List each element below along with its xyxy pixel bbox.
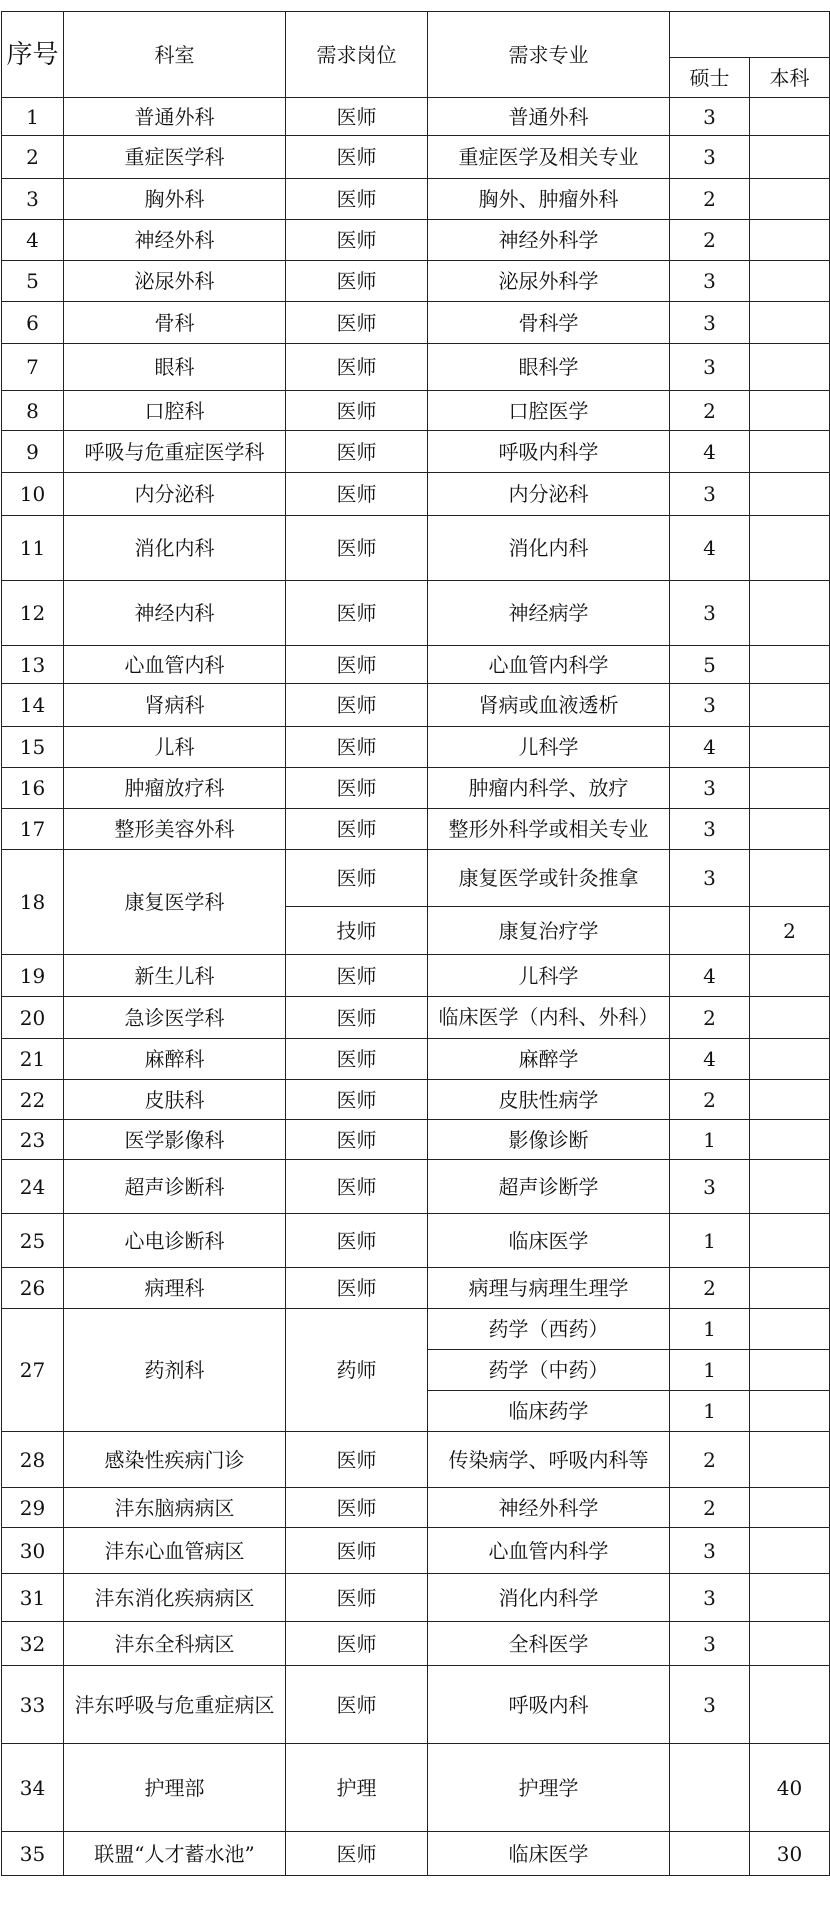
- master-count-cell: 3: [670, 136, 750, 179]
- position-cell: 医师: [286, 646, 428, 684]
- master-count-cell: 3: [670, 261, 750, 302]
- row-number: 21: [2, 1039, 64, 1080]
- department-cell: 肾病科: [64, 684, 286, 727]
- major-cell: 儿科学: [428, 955, 670, 997]
- position-cell: 医师: [286, 684, 428, 727]
- row-number: 12: [2, 581, 64, 646]
- major-cell: [428, 997, 670, 1039]
- major-cell: 康复治疗学: [428, 907, 670, 955]
- position-cell: 医师: [286, 391, 428, 431]
- department-cell: 沣东心血管病区: [64, 1528, 286, 1574]
- major-cell: 泌尿外科学: [428, 261, 670, 302]
- major-cell: 皮肤性病学: [428, 1080, 670, 1120]
- table-row: [2, 98, 830, 136]
- bachelor-count-cell: [750, 1160, 830, 1214]
- master-count-cell: 3: [670, 302, 750, 344]
- major-cell: 内分泌科: [428, 473, 670, 516]
- major-cell: 骨科学: [428, 302, 670, 344]
- department-cell: 超声诊断科: [64, 1160, 286, 1214]
- master-count-cell: 2: [670, 1432, 750, 1488]
- row-number: 25: [2, 1214, 64, 1268]
- department-cell: 泌尿外科: [64, 261, 286, 302]
- table-row: [2, 1528, 830, 1574]
- row-number: 35: [2, 1832, 64, 1876]
- position-cell: 医师: [286, 136, 428, 179]
- table-row: [2, 684, 830, 727]
- bachelor-count-cell: [750, 684, 830, 727]
- department-cell: 呼吸与危重症医学科: [64, 431, 286, 473]
- row-number: 19: [2, 955, 64, 997]
- department-cell: 联盟“人才蓄水池”: [64, 1832, 286, 1876]
- department-cell: 沣东呼吸与危重症病区: [64, 1666, 286, 1744]
- major-cell: 消化内科: [428, 516, 670, 581]
- position-cell: 医师: [286, 955, 428, 997]
- major-cell: 消化内科学: [428, 1574, 670, 1622]
- major-cell: 整形外科学或相关专业: [428, 809, 670, 850]
- department-cell: 口腔科: [64, 391, 286, 431]
- row-number: 23: [2, 1120, 64, 1160]
- row-number: 6: [2, 302, 64, 344]
- position-cell: 医师: [286, 1214, 428, 1268]
- major-cell: 胸外、肿瘤外科: [428, 179, 670, 220]
- table-row: [2, 1214, 830, 1268]
- master-count-cell: [670, 1744, 750, 1832]
- table-row: [2, 1160, 830, 1214]
- major-cell: 全科医学: [428, 1622, 670, 1666]
- master-count-cell: 2: [670, 220, 750, 261]
- master-count-cell: 2: [670, 179, 750, 220]
- bachelor-count-cell: [750, 1528, 830, 1574]
- department-cell: 神经外科: [64, 220, 286, 261]
- row-number: 15: [2, 727, 64, 768]
- major-cell: 超声诊断学: [428, 1160, 670, 1214]
- bachelor-count-cell: [750, 1350, 830, 1391]
- row-number: 17: [2, 809, 64, 850]
- header-count-group: [670, 12, 830, 58]
- master-count-cell: 2: [670, 1268, 750, 1309]
- major-cell: 神经外科学: [428, 220, 670, 261]
- master-count-cell: 3: [670, 684, 750, 727]
- bachelor-count-cell: [750, 179, 830, 220]
- bachelor-count-cell: [750, 1080, 830, 1120]
- major-cell: 护理学: [428, 1744, 670, 1832]
- department-cell: 胸外科: [64, 179, 286, 220]
- department-cell: 沣东全科病区: [64, 1622, 286, 1666]
- major-cell: 药学（中药）: [428, 1350, 670, 1391]
- position-cell: 药师: [286, 1309, 428, 1432]
- department-cell: 急诊医学科: [64, 997, 286, 1039]
- major-cell: 儿科学: [428, 727, 670, 768]
- master-count-cell: 1: [670, 1214, 750, 1268]
- major-cell: 肾病或血液透析: [428, 684, 670, 727]
- major-cell: 临床医学: [428, 1214, 670, 1268]
- position-cell: 医师: [286, 1432, 428, 1488]
- master-count-cell: 1: [670, 1309, 750, 1350]
- row-number: 10: [2, 473, 64, 516]
- position-cell: 医师: [286, 1120, 428, 1160]
- position-cell: 医师: [286, 344, 428, 391]
- table-row: [2, 391, 830, 431]
- row-number: 24: [2, 1160, 64, 1214]
- master-count-cell: 3: [670, 1666, 750, 1744]
- bachelor-count-cell: 2: [750, 907, 830, 955]
- row-number: 32: [2, 1622, 64, 1666]
- bachelor-count-cell: [750, 1391, 830, 1432]
- major-cell: 康复医学或针灸推拿: [428, 850, 670, 907]
- row-number: 3: [2, 179, 64, 220]
- department-cell: 药剂科: [64, 1309, 286, 1432]
- major-cell: 神经外科学: [428, 1488, 670, 1528]
- major-cell: 重症医学及相关专业: [428, 136, 670, 179]
- table-row: [2, 727, 830, 768]
- table-row: [2, 136, 830, 179]
- position-cell: 护理: [286, 1744, 428, 1832]
- position-cell: 医师: [286, 581, 428, 646]
- master-count-cell: 4: [670, 1039, 750, 1080]
- position-cell: 医师: [286, 1528, 428, 1574]
- table-row: [2, 1268, 830, 1309]
- department-cell: 消化内科: [64, 516, 286, 581]
- major-cell: 影像诊断: [428, 1120, 670, 1160]
- department-cell: 皮肤科: [64, 1080, 286, 1120]
- master-count-cell: [670, 907, 750, 955]
- row-number: 9: [2, 431, 64, 473]
- position-cell: 技师: [286, 907, 428, 955]
- department-cell: 肿瘤放疗科: [64, 768, 286, 809]
- header-bachelor: 本科: [750, 58, 830, 98]
- bachelor-count-cell: [750, 261, 830, 302]
- table-row: [2, 344, 830, 391]
- master-count-cell: 3: [670, 809, 750, 850]
- position-cell: 医师: [286, 473, 428, 516]
- master-count-cell: 3: [670, 1622, 750, 1666]
- bachelor-count-cell: [750, 581, 830, 646]
- major-cell: 呼吸内科: [428, 1666, 670, 1744]
- table-row: [2, 955, 830, 997]
- major-cell: 眼科学: [428, 344, 670, 391]
- row-number: 5: [2, 261, 64, 302]
- bachelor-count-cell: [750, 1120, 830, 1160]
- major-cell: 临床药学: [428, 1391, 670, 1432]
- row-number: 2: [2, 136, 64, 179]
- position-cell: 医师: [286, 302, 428, 344]
- master-count-cell: [670, 1832, 750, 1876]
- bachelor-count-cell: [750, 1666, 830, 1744]
- master-count-cell: 2: [670, 1488, 750, 1528]
- table-row: [2, 1744, 830, 1832]
- department-cell: 内分泌科: [64, 473, 286, 516]
- master-count-cell: 2: [670, 997, 750, 1039]
- header-master: 硕士: [670, 58, 750, 98]
- table-row: [2, 302, 830, 344]
- position-cell: 医师: [286, 1666, 428, 1744]
- position-cell: 医师: [286, 850, 428, 907]
- position-cell: 医师: [286, 98, 428, 136]
- row-number: 31: [2, 1574, 64, 1622]
- bachelor-count-cell: [750, 516, 830, 581]
- bachelor-count-cell: [750, 997, 830, 1039]
- position-cell: 医师: [286, 768, 428, 809]
- bachelor-count-cell: [750, 1432, 830, 1488]
- master-count-cell: 4: [670, 431, 750, 473]
- header-department: 科室: [64, 12, 286, 98]
- row-number: 7: [2, 344, 64, 391]
- header-row: [2, 12, 830, 58]
- row-number: 30: [2, 1528, 64, 1574]
- department-cell: 康复医学科: [64, 850, 286, 955]
- department-cell: 整形美容外科: [64, 809, 286, 850]
- position-cell: 医师: [286, 1574, 428, 1622]
- position-cell: 医师: [286, 1832, 428, 1876]
- row-number: 34: [2, 1744, 64, 1832]
- major-cell: 麻醉学: [428, 1039, 670, 1080]
- table-row: [2, 997, 830, 1039]
- bachelor-count-cell: [750, 1622, 830, 1666]
- table-row: [2, 581, 830, 646]
- master-count-cell: 3: [670, 1528, 750, 1574]
- table-row: [2, 809, 830, 850]
- department-cell: 感染性疾病门诊: [64, 1432, 286, 1488]
- table-row: [2, 1432, 830, 1488]
- row-number: 16: [2, 768, 64, 809]
- master-count-cell: 2: [670, 391, 750, 431]
- position-cell: 医师: [286, 1080, 428, 1120]
- master-count-cell: 2: [670, 1080, 750, 1120]
- bachelor-count-cell: [750, 1214, 830, 1268]
- row-number: 8: [2, 391, 64, 431]
- bachelor-count-cell: [750, 98, 830, 136]
- bachelor-count-cell: [750, 1309, 830, 1350]
- major-cell: 口腔医学: [428, 391, 670, 431]
- department-cell: 普通外科: [64, 98, 286, 136]
- table-row: [2, 1488, 830, 1528]
- position-cell: 医师: [286, 1160, 428, 1214]
- department-cell: 心电诊断科: [64, 1214, 286, 1268]
- table-row: [2, 1666, 830, 1744]
- master-count-cell: 3: [670, 1160, 750, 1214]
- department-cell: 重症医学科: [64, 136, 286, 179]
- master-count-cell: 4: [670, 727, 750, 768]
- row-number: 4: [2, 220, 64, 261]
- table-row: [2, 179, 830, 220]
- table-row: [2, 516, 830, 581]
- department-cell: 病理科: [64, 1268, 286, 1309]
- bachelor-count-cell: [750, 391, 830, 431]
- master-count-cell: 1: [670, 1391, 750, 1432]
- row-number: 13: [2, 646, 64, 684]
- bachelor-count-cell: 30: [750, 1832, 830, 1876]
- major-cell: 肿瘤内科学、放疗: [428, 768, 670, 809]
- department-cell: 神经内科: [64, 581, 286, 646]
- department-cell: 骨科: [64, 302, 286, 344]
- bachelor-count-cell: [750, 302, 830, 344]
- table-row: [2, 1080, 830, 1120]
- row-number: 11: [2, 516, 64, 581]
- bachelor-count-cell: 40: [750, 1744, 830, 1832]
- department-cell: 心血管内科: [64, 646, 286, 684]
- row-number: 22: [2, 1080, 64, 1120]
- position-cell: 医师: [286, 727, 428, 768]
- row-number: 14: [2, 684, 64, 727]
- row-number: 27: [2, 1309, 64, 1432]
- table-row: [2, 1622, 830, 1666]
- department-cell: 眼科: [64, 344, 286, 391]
- row-number: 29: [2, 1488, 64, 1528]
- bachelor-count-cell: [750, 955, 830, 997]
- header-no: 序号: [2, 12, 64, 98]
- row-number: 26: [2, 1268, 64, 1309]
- department-cell: 医学影像科: [64, 1120, 286, 1160]
- major-cell: 病理与病理生理学: [428, 1268, 670, 1309]
- table-row: [2, 768, 830, 809]
- bachelor-count-cell: [750, 473, 830, 516]
- position-cell: 医师: [286, 261, 428, 302]
- header-major: 需求专业: [428, 12, 670, 98]
- master-count-cell: 3: [670, 850, 750, 907]
- bachelor-count-cell: [750, 850, 830, 907]
- master-count-cell: 3: [670, 473, 750, 516]
- row-number: 1: [2, 98, 64, 136]
- master-count-cell: 1: [670, 1120, 750, 1160]
- position-cell: 医师: [286, 1268, 428, 1309]
- table-row: [2, 1120, 830, 1160]
- bachelor-count-cell: [750, 1488, 830, 1528]
- major-cell: 普通外科: [428, 98, 670, 136]
- table-row: [2, 850, 830, 907]
- table-row: [2, 261, 830, 302]
- major-cell: 神经病学: [428, 581, 670, 646]
- position-cell: 医师: [286, 431, 428, 473]
- position-cell: 医师: [286, 809, 428, 850]
- table-row: [2, 220, 830, 261]
- row-number: 20: [2, 997, 64, 1039]
- position-cell: 医师: [286, 1488, 428, 1528]
- master-count-cell: 5: [670, 646, 750, 684]
- row-number: 28: [2, 1432, 64, 1488]
- position-cell: 医师: [286, 1622, 428, 1666]
- department-cell: 护理部: [64, 1744, 286, 1832]
- bachelor-count-cell: [750, 431, 830, 473]
- recruitment-table: [1, 11, 830, 1876]
- major-cell: 药学（西药）: [428, 1309, 670, 1350]
- department-cell: 儿科: [64, 727, 286, 768]
- master-count-cell: 3: [670, 581, 750, 646]
- bachelor-count-cell: [750, 727, 830, 768]
- bachelor-count-cell: [750, 220, 830, 261]
- table-row: [2, 1309, 830, 1350]
- position-cell: 医师: [286, 220, 428, 261]
- bachelor-count-cell: [750, 1268, 830, 1309]
- bachelor-count-cell: [750, 136, 830, 179]
- bachelor-count-cell: [750, 768, 830, 809]
- position-cell: 医师: [286, 179, 428, 220]
- department-cell: 沣东脑病病区: [64, 1488, 286, 1528]
- master-count-cell: 3: [670, 1574, 750, 1622]
- master-count-cell: 4: [670, 516, 750, 581]
- master-count-cell: 3: [670, 98, 750, 136]
- table-row: [2, 1039, 830, 1080]
- major-cell: 心血管内科学: [428, 646, 670, 684]
- major-cell: 临床医学: [428, 1832, 670, 1876]
- table-row: [2, 1574, 830, 1622]
- position-cell: 医师: [286, 516, 428, 581]
- department-cell: 沣东消化疾病病区: [64, 1574, 286, 1622]
- position-cell: 医师: [286, 997, 428, 1039]
- header-position: 需求岗位: [286, 12, 428, 98]
- department-cell: 麻醉科: [64, 1039, 286, 1080]
- bachelor-count-cell: [750, 344, 830, 391]
- table-body: [2, 12, 830, 1876]
- bachelor-count-cell: [750, 809, 830, 850]
- bachelor-count-cell: [750, 1039, 830, 1080]
- bachelor-count-cell: [750, 1574, 830, 1622]
- master-count-cell: 3: [670, 768, 750, 809]
- table-row: [2, 646, 830, 684]
- department-cell: 新生儿科: [64, 955, 286, 997]
- table-row: [2, 431, 830, 473]
- bachelor-count-cell: [750, 646, 830, 684]
- major-cell: 心血管内科学: [428, 1528, 670, 1574]
- position-cell: 医师: [286, 1039, 428, 1080]
- table-row: [2, 1832, 830, 1876]
- master-count-cell: 3: [670, 344, 750, 391]
- major-text: 临床医学（内科、外科）: [438, 1004, 659, 1029]
- table-row: [2, 473, 830, 516]
- master-count-cell: 4: [670, 955, 750, 997]
- major-cell: 传染病学、呼吸内科等: [428, 1432, 670, 1488]
- master-count-cell: 1: [670, 1350, 750, 1391]
- row-number: 33: [2, 1666, 64, 1744]
- major-cell: 呼吸内科学: [428, 431, 670, 473]
- row-number: 18: [2, 850, 64, 955]
